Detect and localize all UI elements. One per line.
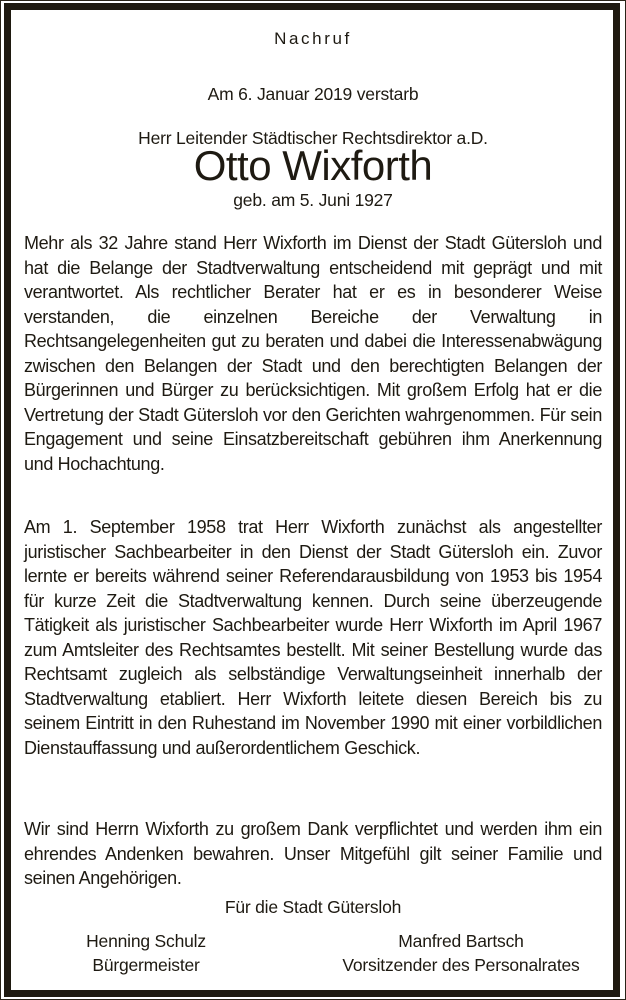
paragraph-text: Mehr als 32 Jahre stand Herr Wixforth im Dienst der Stadt Gütersloh und hat die Belange der Stadtverwaltung entscheidend mit geprägt und mit verantwortet. Als rechtlicher Berater hat er es in besonderer Weise verstanden, die einzelnen Bereiche der Verwaltung in Rechtsangelegenheiten gut zu beraten und dabei die Interessenabwägung zwischen den Belangen der Stadt und den berechtigten Belangen der Bürgerinnen und Bürger zu berücksichtigen. Mit großem Erfolg hat er die Vertretung der Stadt Gütersloh vor den Gerichten wahrgenommen. Für sein Engagement und seine Einsatzbereitschaft gebühren ihm Anerkennung und Hochachtung.	[24, 233, 602, 474]
death-date-line: Am 6. Januar 2019 verstarb	[207, 84, 419, 104]
signatory-name: Manfred Bartsch	[398, 931, 524, 951]
signatory-name: Henning Schulz	[86, 931, 206, 951]
notice-heading: Nachruf	[274, 29, 352, 48]
signatory-role: Bürgermeister	[92, 955, 200, 975]
birth-date-line: geb. am 5. Juni 1927	[233, 190, 393, 210]
paragraph-condolence	[24, 817, 602, 891]
deceased-title: Herr Leitender Städtischer Rechtsdirektor a.D.	[138, 128, 488, 148]
closing-line: Für die Stadt Gütersloh	[224, 897, 402, 917]
signatory-mayor	[62, 929, 230, 977]
deceased-name: Otto Wixforth	[193, 142, 433, 189]
paragraph-text: Wir sind Herrn Wixforth zu großem Dank verpflichtet und werden ihm ein ehrendes Andenken bewahren. Unser Mitgefühl gilt seiner Familie und seinen Angehörigen.	[24, 819, 602, 888]
signatory-role: Vorsitzender des Personalrates	[342, 955, 580, 975]
signatory-staff-council	[318, 929, 604, 977]
paragraph-career	[24, 515, 602, 760]
paragraph-text: Am 1. September 1958 trat Herr Wixforth zunächst als angestellter juristischer Sachbearbeiter in den Dienst der Stadt Gütersloh ein. Zuvor lernte er bereits während seiner Referendarausbildung von 1953 bis 1954 für kurze Zeit die Stadtverwaltung kennen. Durch seine überzeugende Tätigkeit als juristischer Sachbearbeiter wurde Herr Wixforth im April 1967 zum Amtsleiter des Rechtsamtes bestellt. Mit seiner Bestellung wurde das Rechtsamt zugleich als selbständige Verwaltungseinheit innerhalb der Stadtverwaltung etabliert. Herr Wixforth leitete diesen Bereich bis zu seinem Eintritt in den Ruhestand im November 1990 mit einer vorbildlichen Dienstauffassung und außerordentlichem Geschick.	[24, 517, 602, 758]
paragraph-tribute	[24, 231, 602, 476]
